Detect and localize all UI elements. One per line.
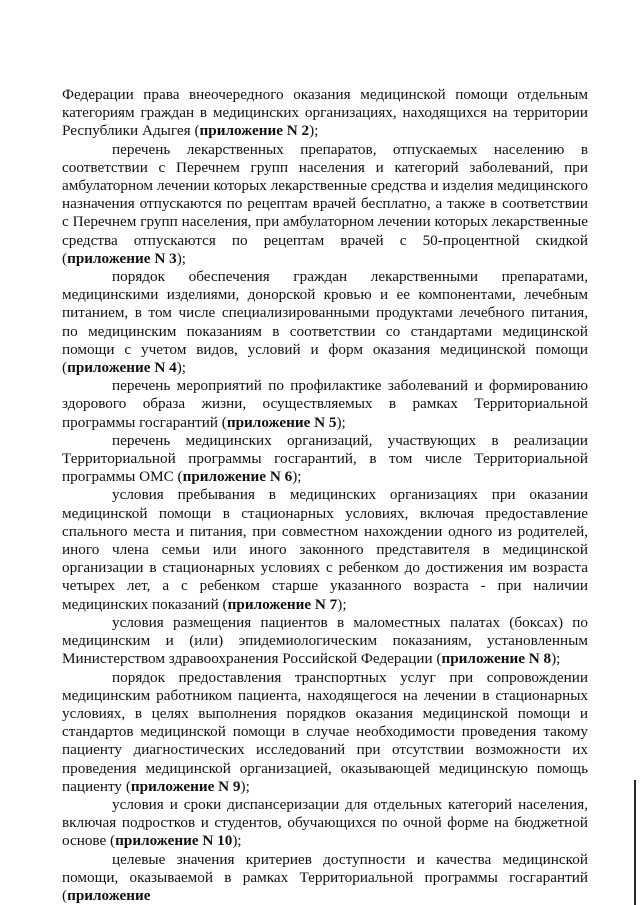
appendix-reference: приложение N 3: [67, 249, 177, 267]
paragraph-text: порядок обеспечения граждан лекарственными препаратами, медицинскими изделиями, донорской кровью и ее компонентами, лечебным питанием, в том числе специализированными продуктами лечебного питания, по медицинским показаниям в соответствии со стандартами медицинской помощи с учетом видов, условий и форм оказания медицинской помощи (: [62, 268, 588, 377]
paragraph-appendix-2: [62, 86, 588, 141]
appendix-reference: приложение N 4: [67, 359, 177, 377]
appendix-reference: приложение N 5: [226, 413, 337, 431]
paragraph-text: перечень мероприятий по профилактике заболеваний и формированию здорового образа жизни, осуществляемых в рамках Территориальной программы госгарантий (: [62, 377, 588, 431]
paragraph-text: перечень лекарственных препаратов, отпускаемых населению в соответствии с Перечнем групп населения и категорий заболеваний, при амбулаторном лечении которых лекарственные средства и изделия медицинского назначения отпускаются по рецептам врачей бесплатно, а также в соответствии с Перечнем групп населения, при амбулаторном лечении которых лекарственные средства отпускаются по рецептам врачей с 50-процентной скидкой (: [62, 140, 588, 267]
paragraph-text: условия размещения пациентов в маломестных палатах (боксах) по медицинским и (или) эпидемиологическим показаниям, установленным Министерством здравоохранения Российской Федерации (: [62, 613, 588, 668]
paragraph-text: условия пребывания в медицинских организациях при оказании медицинской помощи в стационарных условиях, включая предоставление спального места и питания, при совместном нахождении одного из родителей, иного члена семьи или иного законного представителя в медицинской организации в стационарных условиях с ребенком до достижения им возраста четырех лет, а с ребенком старше указанного возраста - при наличии медицинских показаний (: [62, 486, 588, 613]
paragraph-tail: );: [337, 595, 347, 613]
paragraph-tail: );: [232, 832, 242, 850]
document-body: [62, 86, 588, 905]
scan-edge-line: [634, 780, 636, 905]
paragraph-text: Федерации права внеочередного оказания медицинской помощи отдельным категориям граждан в медицинских организациях, находящихся на территории Республики Адыгея (: [62, 86, 588, 140]
paragraph-appendix-6: [62, 432, 588, 487]
appendix-reference: приложение N 6: [182, 468, 293, 486]
appendix-reference: приложение N 2: [199, 122, 310, 140]
paragraph-appendix-4: [62, 268, 588, 377]
paragraph-appendix-5: [62, 377, 588, 432]
paragraph-text: целевые значения критериев доступности и качества медицинской помощи, оказываемой в рамках Территориальной программы госгарантий (: [62, 850, 588, 904]
paragraph-text: перечень медицинских организаций, участвующих в реализации Территориальной программы госгарантий, в том числе Территориальной программы ОМС (: [62, 431, 588, 486]
paragraph-tail: );: [309, 122, 319, 140]
paragraph-text: порядок предоставления транспортных услуг при сопровождении медицинским работником пациента, находящегося на лечении в стационарных условиях, в целях выполнения порядков оказания медицинской помощи и стандартов медицинской помощи в случае необходимости проведения такому пациенту диагностических исследований при отсутствии возможности их проведения медицинской организацией, оказывающей медицинскую помощь пациенту (: [62, 668, 588, 795]
paragraph-tail: );: [292, 468, 302, 486]
paragraph-appendix-10: [62, 796, 588, 851]
paragraph-appendix-3: [62, 141, 588, 268]
paragraph-tail: );: [176, 359, 186, 377]
appendix-reference: приложение N 10: [115, 832, 233, 850]
appendix-reference: приложение: [67, 886, 151, 904]
paragraph-tail: );: [176, 249, 186, 267]
paragraph-appendix-9: [62, 669, 588, 796]
appendix-reference: приложение N 9: [130, 777, 241, 795]
paragraph-appendix-11: [62, 851, 588, 905]
paragraph-tail: );: [551, 650, 561, 668]
paragraph-text: условия и сроки диспансеризации для отдельных категорий населения, включая подростков и студентов, обучающихся по очной форме на бюджетной основе (: [62, 795, 588, 850]
paragraph-tail: );: [240, 777, 250, 795]
paragraph-tail: );: [336, 413, 346, 431]
appendix-reference: приложение N 7: [227, 595, 338, 613]
appendix-reference: приложение N 8: [441, 650, 552, 668]
paragraph-appendix-7: [62, 486, 588, 613]
paragraph-appendix-8: [62, 614, 588, 669]
